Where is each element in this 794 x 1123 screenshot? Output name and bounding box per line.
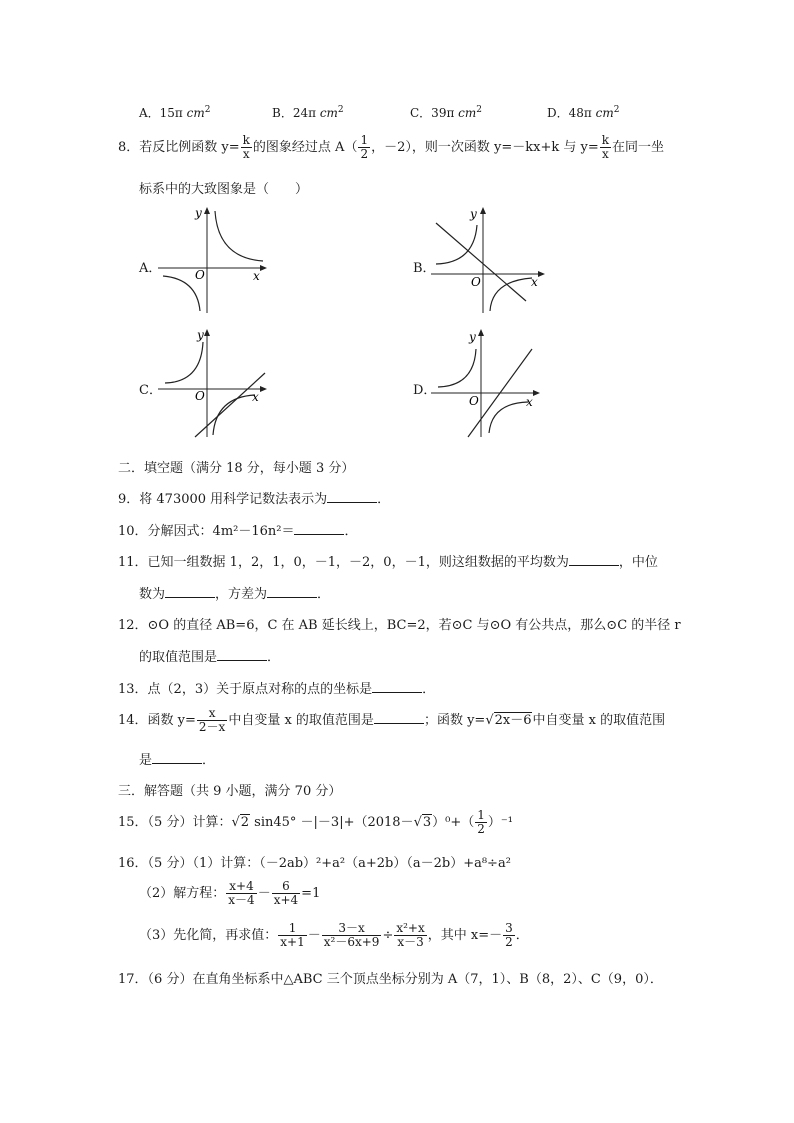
answer-blank[interactable] [217, 648, 267, 661]
section-title: 三．解答题（共 9 小题，满分 70 分） [118, 784, 342, 799]
graph-a-label: A． [139, 261, 162, 276]
origin-label: O [195, 389, 205, 403]
axis-x-label: x [252, 390, 259, 404]
fraction: $\frac{1}{2}$ [477, 808, 485, 836]
fraction: $\frac{\text{x²+x}}{x-3}$ [396, 921, 425, 949]
question-11: 11．已知一组数据 1，2，1，0，－1，－2，0，－1，则这组数据的平均数为 ，中位 [118, 555, 658, 570]
radicand: 2 [240, 815, 250, 830]
axis-x-label: x [253, 269, 260, 283]
origin-label: O [471, 275, 481, 289]
question-9: 9．将 473000 用科学记数法表示为 ． [118, 492, 391, 507]
q7-option-b: B．24π $cm^2$ [272, 105, 344, 120]
question-14-line2: 是 ． [139, 753, 216, 768]
fraction: $\frac{k}{x}$ [601, 133, 609, 161]
question-16-part2: （2）解方程： $\frac{x+4}{x-4}$ － $\frac{6}{x+4}$ =1 [139, 879, 321, 907]
fraction: $\frac{k}{x}$ [242, 133, 250, 161]
graph-a [155, 205, 270, 315]
question-16: 16．（5 分）（1）计算：（－2ab）²+a²（a+2b）（a－2b）+a⁸÷a² [118, 856, 511, 871]
radicand: 3 [422, 815, 432, 830]
question-12: 12．⊙O 的直径 AB=6，C 在 AB 延长线上，BC=2，若⊙C 与⊙O 有公共点，那么⊙C 的半径 r [118, 618, 681, 633]
graph-d-label: D． [413, 383, 437, 398]
fraction: $\frac{1}{x+1}$ [280, 921, 305, 949]
axis-x-label: x [526, 395, 533, 409]
fraction: $\frac{3-x}{\text{x²－6x+9}}$ [323, 921, 380, 949]
radicand: 2x－6 [494, 713, 532, 728]
axis-x-label: x [531, 275, 538, 289]
answer-blank[interactable] [327, 490, 377, 503]
origin-label: O [469, 394, 479, 408]
answer-blank[interactable] [152, 751, 202, 764]
q8-stem-line2: 标系中的大致图象是（ ） [139, 182, 309, 197]
graph-b-label: B． [413, 261, 436, 276]
answer-blank[interactable] [165, 585, 215, 598]
axis-y-label: y [470, 207, 477, 221]
axis-y-label: y [197, 328, 204, 342]
answer-blank[interactable] [569, 553, 619, 566]
q7-option-c: C．39π $cm^2$ [410, 105, 483, 120]
graph-d [428, 327, 543, 439]
section-title: 二．填空题（满分 18 分，每小题 3 分） [118, 461, 355, 476]
answer-blank[interactable] [374, 711, 424, 724]
question-12-line2: 的取值范围是 ． [139, 650, 281, 665]
question-10: 10．分解因式：4m²－16n²＝ ． [118, 524, 358, 539]
q7-option-d: D．48π $cm^2$ [547, 105, 620, 120]
q8-stem: 8．若反比例函数 y= $\frac{k}{x}$ 的图象经过点 A（ $\frac{1}{2}$ ，－2），则一次函数 y=－kx+k 与 y= $\frac{k}{x}$ 在同一坐 [118, 133, 665, 161]
axis-y-label: y [469, 330, 476, 344]
origin-label: O [195, 268, 205, 282]
answer-blank[interactable] [294, 522, 344, 535]
answer-blank[interactable] [372, 680, 422, 693]
fraction: $\frac{3}{2}$ [505, 921, 513, 949]
q7-option-a: A．15π $cm^2$ [139, 105, 211, 120]
axis-y-label: y [195, 206, 202, 220]
fraction: $\frac{1}{2}$ [360, 133, 369, 161]
graph-c-label: C． [139, 383, 162, 398]
question-17: 17．（6 分）在直角坐标系中△ABC 三个顶点坐标分别为 A（7，1）、B（8，2）、C（9，0）． [118, 972, 663, 987]
fraction: $\frac{x}{2-x}$ [198, 706, 226, 734]
question-11-line2: 数为 ，方差为 ． [139, 587, 331, 602]
question-14: 14．函数 y= $\frac{x}{2-x}$ 中自变量 x 的取值范围是 ；函数 y=√2x－6中自变量 x 的取值范围 [118, 706, 666, 734]
graph-c [155, 327, 270, 439]
question-15: 15．（5 分）计算：√2 sin45° －|－3|+（2018－√3）⁰+（ $\frac{1}{2}$ ）⁻¹ [118, 808, 513, 836]
fraction: $\frac{x+4}{x-4}$ [228, 879, 255, 907]
question-16-part3: （3）先化简，再求值： $\frac{1}{x+1}$ － $\frac{3-x}{\text{x²－6x+9}}$ ÷ $\frac{\text{x²+x}}{x-3}$ ，其中 x=－ $\frac{3}{2}$ ． [139, 921, 529, 949]
fraction: $\frac{6}{x+4}$ [273, 879, 299, 907]
answer-blank[interactable] [267, 585, 317, 598]
question-13: 13．点（2，3）关于原点对称的点的坐标是 ． [118, 682, 436, 697]
graph-b [428, 205, 548, 315]
